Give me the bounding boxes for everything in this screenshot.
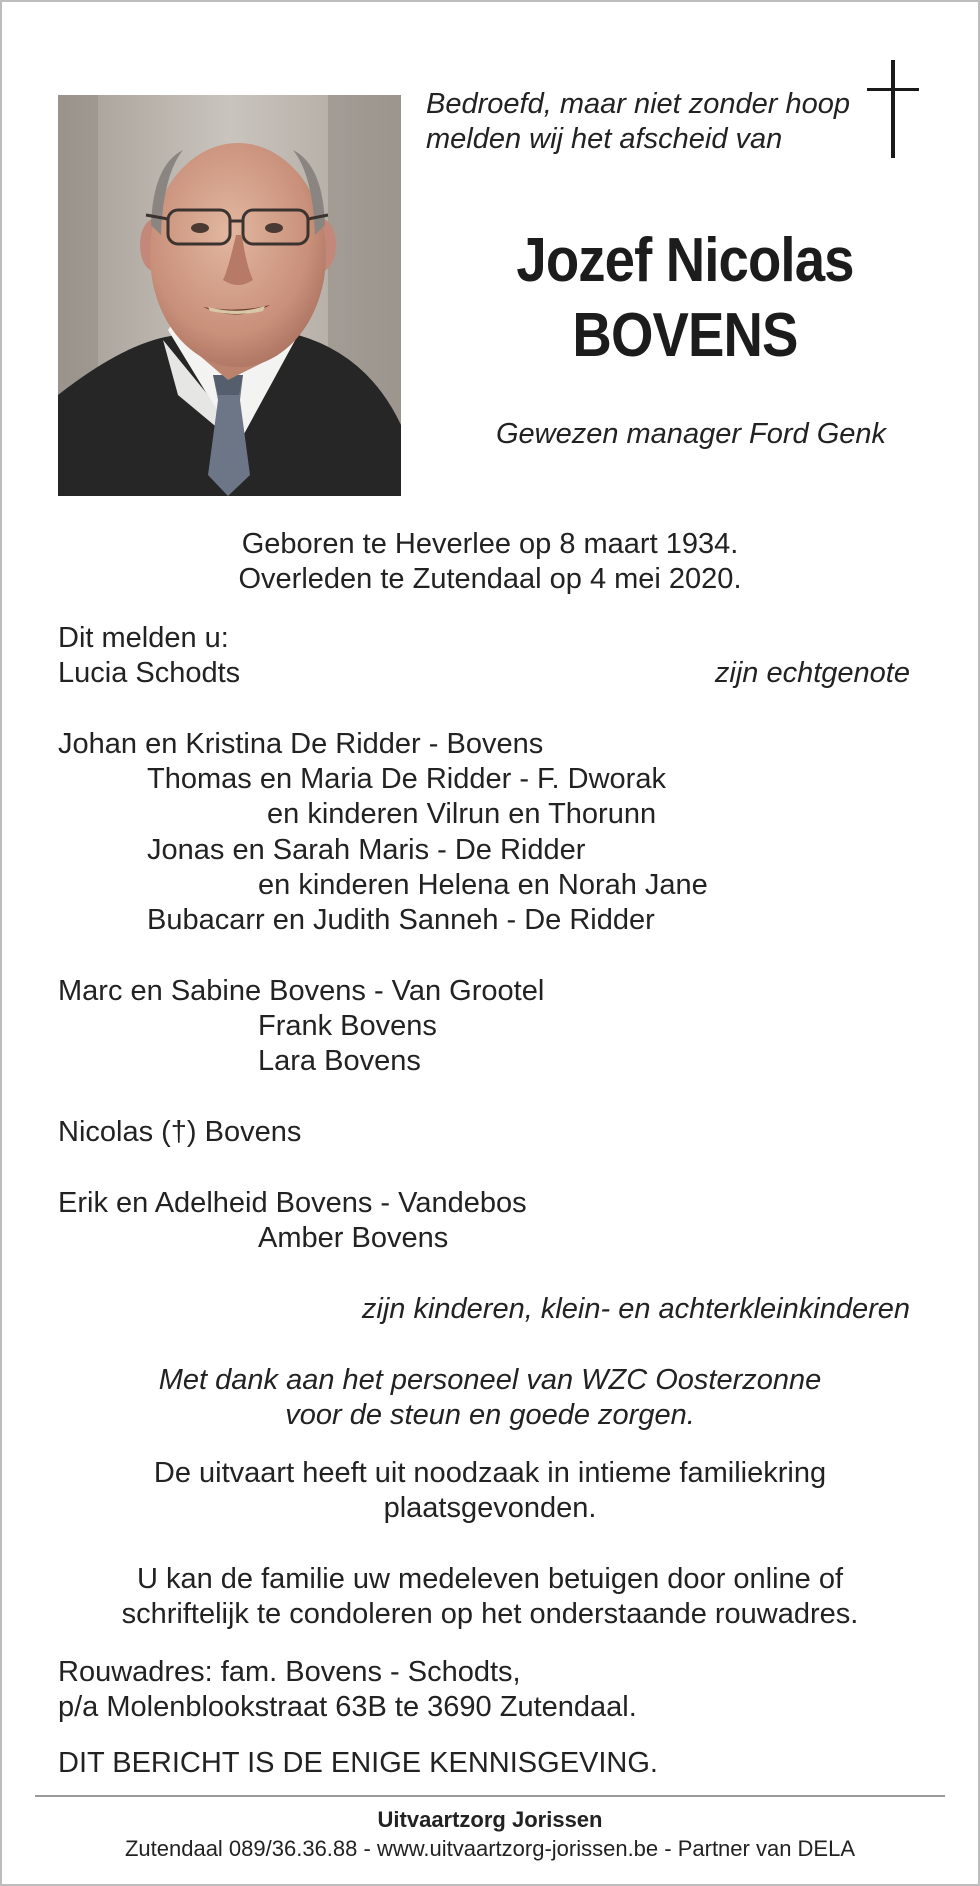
family-line: Nicolas (†) Bovens [58,1116,302,1148]
family-line: en kinderen Vilrun en Thorunn [267,798,657,830]
family-line: en kinderen Helena en Norah Jane [258,869,708,901]
family-line: Lara Bovens [258,1045,421,1077]
family-line: Amber Bovens [258,1222,449,1254]
funeral-line: De uitvaart heeft uit noodzaak in intieme familiekring [153,1457,827,1489]
notice-line: DIT BERICHT IS DE ENIGE KENNISGEVING. [58,1747,658,1779]
thanks-line: voor de steun en goede zorgen. [285,1399,695,1431]
family-line: Marc en Sabine Bovens - Van Grootel [58,975,545,1007]
address-line: p/a Molenblookstraat 63B te 3690 Zutendaal. [58,1691,637,1723]
family-line: Frank Bovens [258,1010,437,1042]
funeral-line: plaatsgevonden. [383,1492,597,1524]
spouse-relation: zijn echtgenote [714,657,910,689]
footer-divider [35,1795,945,1797]
thanks-line: Met dank aan het personeel van WZC Oosterzonne [158,1364,822,1396]
family-line: Johan en Kristina De Ridder - Bovens [58,728,544,760]
deceased-surname: BOVENS [572,301,798,370]
funeral-home-name: Uitvaartzorg Jorissen [377,1807,603,1832]
portrait-photo [58,95,401,496]
announce-header: Dit melden u: [58,622,229,654]
deceased-role: Gewezen manager Ford Genk [495,418,887,450]
condolence-line: U kan de familie uw medeleven betuigen door online of [136,1563,844,1595]
birth-line: Geboren te Heverlee op 8 maart 1934. [241,528,739,560]
cross-icon [865,60,925,165]
family-line: Erik en Adelheid Bovens - Vandebos [58,1187,527,1219]
spouse-name: Lucia Schodts [58,657,241,689]
deceased-first-names: Jozef Nicolas [516,226,854,295]
family-line: Jonas en Sarah Maris - De Ridder [147,834,586,866]
intro-text: Bedroefd, maar niet zonder hoop melden wij het afscheid van [426,88,850,155]
family-line: Thomas en Maria De Ridder - F. Dworak [147,763,666,795]
address-line: Rouwadres: fam. Bovens - Schodts, [58,1656,521,1688]
family-relation: zijn kinderen, klein- en achterkleinkinderen [361,1293,910,1325]
condolence-line: schriftelijk te condoleren op het onderstaande rouwadres. [121,1598,859,1630]
family-line: Bubacarr en Judith Sanneh - De Ridder [147,904,655,936]
funeral-home-contact: Zutendaal 089/36.36.88 - www.uitvaartzorg-jorissen.be - Partner van DELA [124,1836,856,1861]
death-line: Overleden te Zutendaal op 4 mei 2020. [238,563,742,595]
